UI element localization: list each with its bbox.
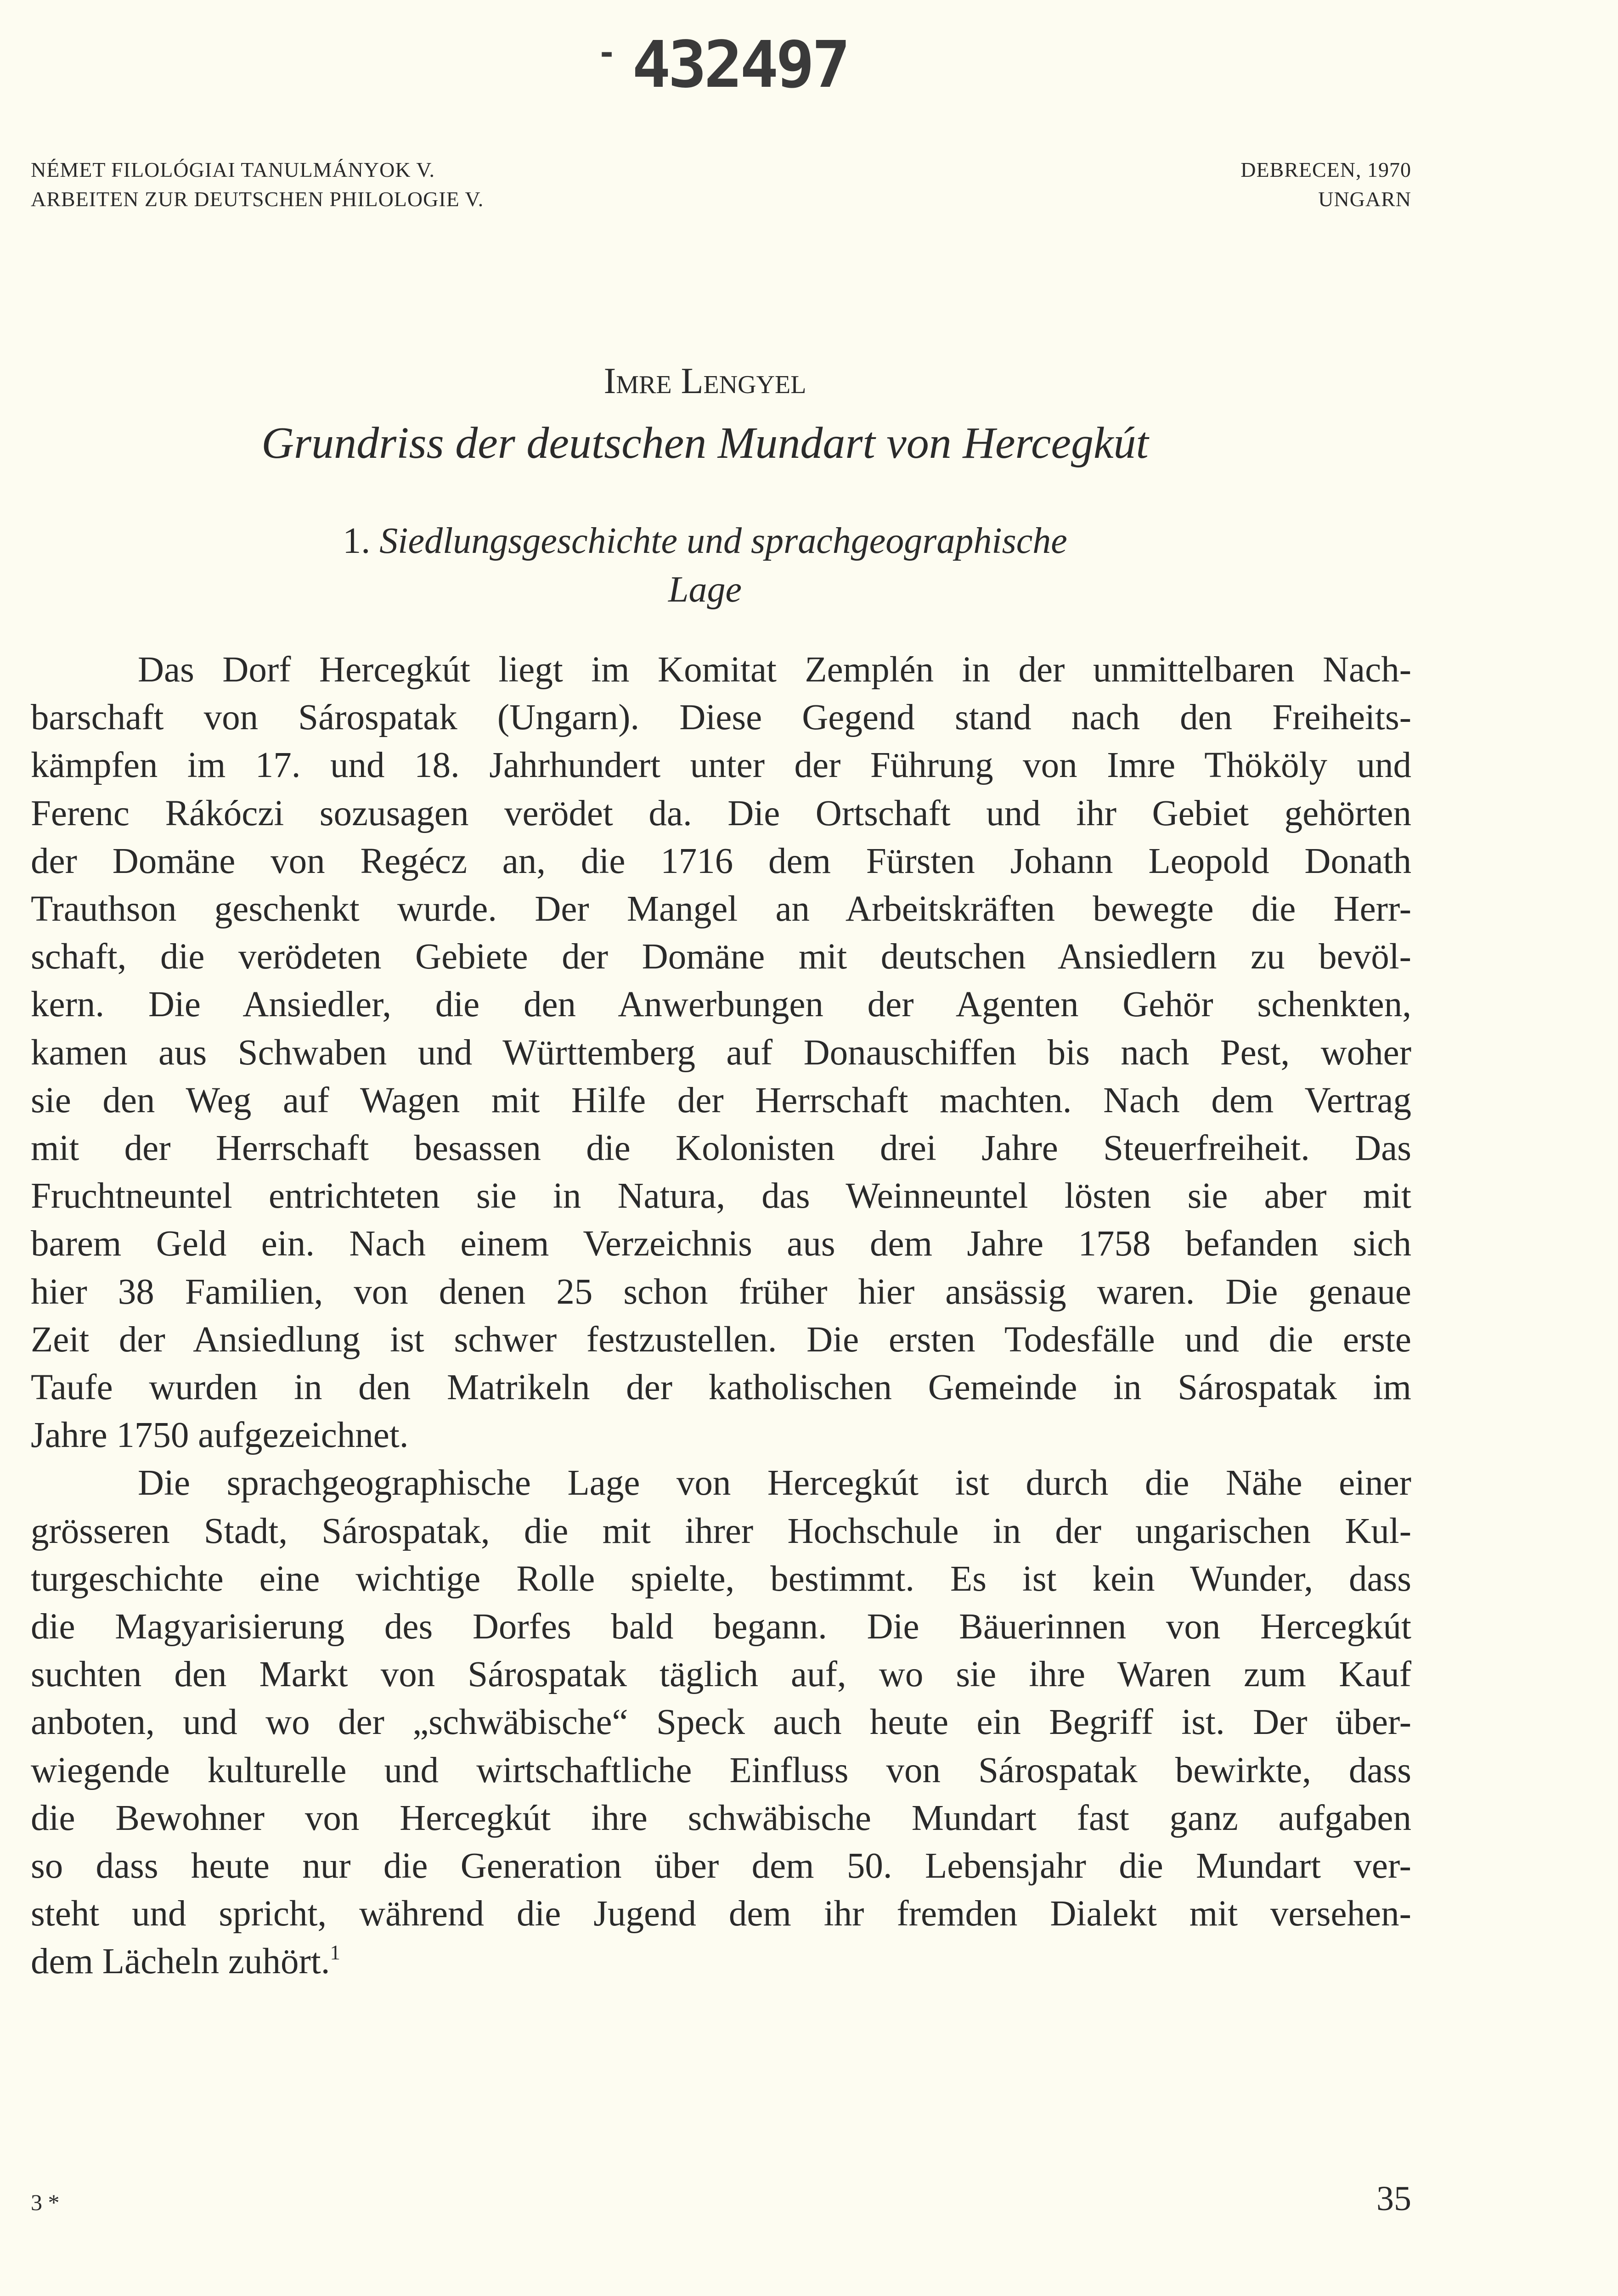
text-line: die Magyarisierung des Dorfes bald begann. Die Bäuerinnen von Hercegkút [31,1607,1411,1647]
text-line: Zeit der Ansiedlung ist schwer festzustellen. Die ersten Todesfälle und die erste [31,1319,1411,1360]
text-line: sie den Weg auf Wagen mit Hilfe der Herrschaft machten. Nach dem Vertrag [31,1080,1411,1120]
page-footer [31,2179,1411,2219]
section-number: 1. [343,521,371,561]
text-line: Trauthson geschenkt wurde. Der Mangel an Arbeitskräften bewegte die Herr- [31,889,1411,929]
page-number: 35 [1376,2179,1411,2218]
text-line: wiegende kulturelle und wirtschaftliche Einfluss von Sárospatak bewirkte, dass [31,1750,1411,1790]
text-line: Das Dorf Hercegkút liegt im Komitat Zemplén in der unmittelbaren Nach- [138,650,1411,690]
text-line: grösseren Stadt, Sárospatak, die mit ihrer Hochschule in der ungarischen Kul- [31,1511,1411,1551]
running-header [31,155,1411,214]
text-line: kern. Die Ansiedler, die den Anwerbungen der Agenten Gehör schenkten, [31,985,1411,1025]
paragraph [31,1459,1411,1986]
text-line: Taufe wurden in den Matrikeln der katholischen Gemeinde in Sárospatak im [31,1367,1411,1408]
body-text [31,646,1411,1986]
paragraph [31,646,1411,1459]
stamp-dash: - [597,34,614,72]
text-line: die Bewohner von Hercegkút ihre schwäbische Mundart fast ganz aufgaben [31,1798,1411,1838]
text-line: steht und spricht, während die Jugend dem ihr fremden Dialekt mit versehen- [31,1894,1411,1934]
series-title-hu: NÉMET FILOLÓGIAI TANULMÁNYOK V. [31,158,435,181]
country: UNGARN [1318,187,1411,211]
text-line: Jahre 1750 aufgezeichnet. [31,1415,409,1456]
section-heading [0,517,1410,614]
text-line: kämpfen im 17. und 18. Jahrhundert unter der Führung von Imre Thököly und [31,745,1411,786]
series-header [31,155,484,214]
text-line: Ferenc Rákóczi sozusagen verödet da. Die Ortschaft und ihr Gebiet gehörten [31,793,1411,833]
text-line: der Domäne von Regécz an, die 1716 dem Fürsten Johann Leopold Donath [31,841,1411,881]
text-line: mit der Herrschaft besassen die Kolonisten drei Jahre Steuerfreiheit. Das [31,1128,1411,1169]
text-line: anboten, und wo der „schwäbische“ Speck auch heute ein Begriff ist. Der über- [31,1702,1411,1743]
series-title-de: ARBEITEN ZUR DEUTSCHEN PHILOLOGIE V. [31,187,484,211]
stamp-row [0,18,1618,102]
text-line: barem Geld ein. Nach einem Verzeichnis aus dem Jahre 1758 befanden sich [31,1224,1411,1264]
text-line: schaft, die verödeten Gebiete der Domäne mit deutschen Ansiedlern zu bevöl- [31,937,1411,977]
signature-mark: 3 * [31,2189,60,2215]
footnote-mark[interactable]: 1 [330,1941,340,1964]
text-line: suchten den Markt von Sárospatak täglich auf, wo sie ihre Waren zum Kauf [31,1654,1411,1695]
text-line: turgeschichte eine wichtige Rolle spielte, bestimmt. Es ist kein Wunder, dass [31,1559,1411,1599]
inventory-stamp [597,18,848,100]
place-date-header [1240,155,1411,214]
place-year: DEBRECEN, 1970 [1240,158,1411,181]
text-line: so dass heute nur die Generation über dem 50. Lebensjahr die Mundart ver- [31,1846,1411,1886]
text-line: hier 38 Familien, von denen 25 schon früher hier ansässig waren. Die genaue [31,1272,1411,1312]
text-line: Die sprachgeographische Lage von Hercegkút ist durch die Nähe einer [138,1463,1411,1503]
text-line: Fruchtneuntel entrichteten sie in Natura, das Weinneuntel lösten sie aber mit [31,1176,1411,1216]
stamp-number: 432497 [632,28,848,102]
author-name: Imre Lengyel [603,361,806,401]
text-line: dem Lächeln zuhört. [31,1941,330,1982]
text-line: barschaft von Sárospatak (Ungarn). Diese Gegend stand nach den Freiheits- [31,698,1411,738]
article-title: Grundriss der deutschen Mundart von Hercegkút [261,418,1149,468]
section-title-line-1: Siedlungsgeschichte und sprachgeographische [379,521,1067,561]
section-title-line-2: Lage [668,569,742,610]
text-line: kamen aus Schwaben und Württemberg auf Donauschiffen bis nach Pest, woher [31,1032,1411,1073]
